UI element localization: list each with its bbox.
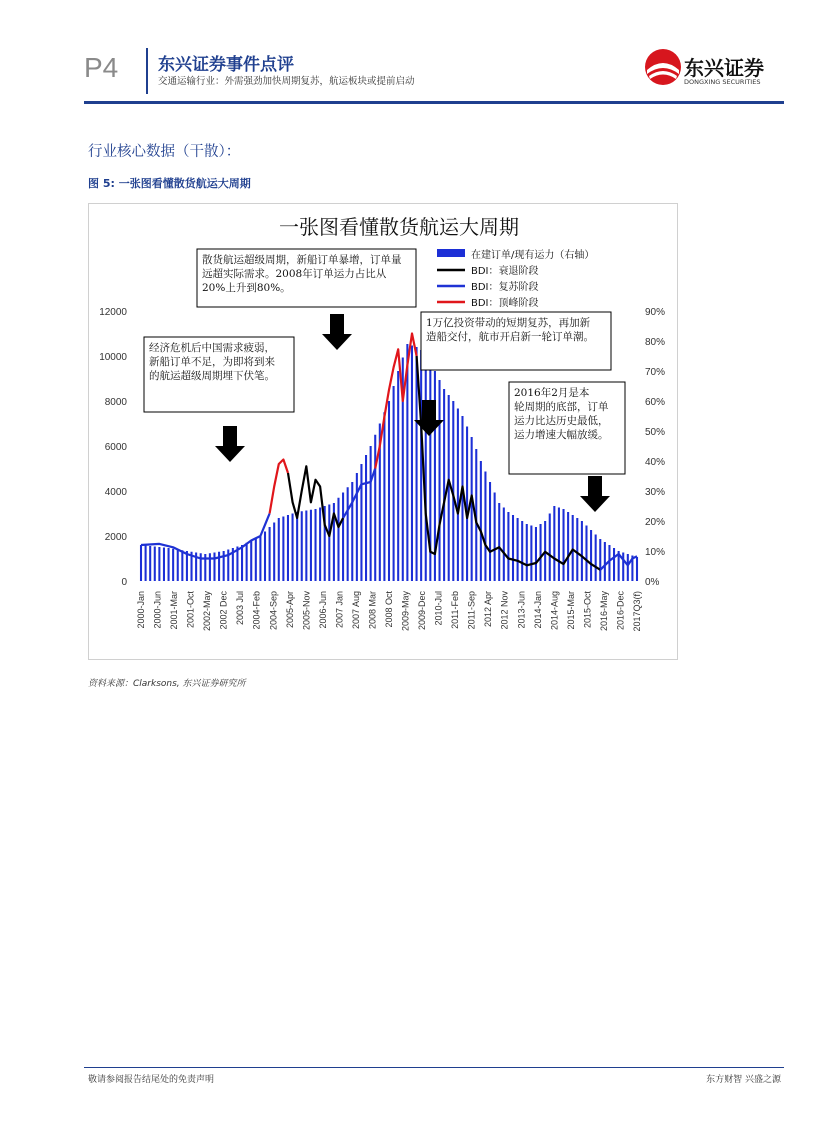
- orderbook-bar: [177, 550, 179, 582]
- orderbook-bar: [397, 371, 399, 581]
- orderbook-bar: [438, 380, 440, 581]
- orderbook-bar: [406, 344, 408, 581]
- orderbook-bar: [149, 546, 151, 581]
- y-right-tick-label: 60%: [645, 397, 666, 408]
- legend-label: BDI：衰退阶段: [471, 266, 539, 277]
- orderbook-bar: [590, 530, 592, 581]
- orderbook-bar: [553, 506, 555, 581]
- x-tick-label: 2007 Jan: [334, 591, 345, 629]
- y-right-tick-label: 30%: [645, 487, 666, 498]
- source-note: 资料来源：Clarksons, 东兴证券研究所: [88, 679, 246, 689]
- orderbook-bar: [158, 547, 160, 581]
- orderbook-bar: [535, 527, 537, 581]
- orderbook-bar: [181, 550, 183, 581]
- x-tick-label: 2001-Mar: [169, 591, 180, 630]
- x-tick-label: 2015-Mar: [565, 591, 576, 630]
- x-tick-label: 2016-Dec: [615, 591, 626, 631]
- y-left-tick-label: 10000: [99, 352, 127, 363]
- x-tick-label: 2014-Jan: [532, 591, 543, 629]
- legend-label: BDI：复苏阶段: [471, 282, 539, 293]
- orderbook-bar: [314, 509, 316, 581]
- chart-title: 一张图看懂散货航运大周期: [279, 215, 519, 239]
- orderbook-bar: [443, 389, 445, 581]
- orderbook-bar: [581, 521, 583, 581]
- orderbook-bar: [319, 508, 321, 582]
- bdi-line-peak: [375, 334, 416, 469]
- orderbook-bar: [540, 524, 542, 581]
- legend-label: 在建订单/现有运力（右轴）: [471, 250, 595, 261]
- page-number: P4: [84, 52, 119, 83]
- report-series-title: 东兴证券事件点评: [158, 55, 294, 75]
- y-right-tick-label: 0%: [645, 577, 660, 588]
- orderbook-bar: [636, 557, 638, 581]
- orderbook-bar: [241, 545, 243, 581]
- orderbook-bar: [250, 541, 252, 582]
- annotation-pre-cycle-text: 经济危机后中国需求疲弱，新船订单不足，为即将到来的航运超级周期埋下伏笔。: [149, 342, 275, 382]
- orderbook-bar: [287, 515, 289, 581]
- orderbook-bar: [572, 515, 574, 581]
- orderbook-bar: [549, 514, 551, 582]
- x-tick-label: 2014-Aug: [549, 591, 560, 631]
- orderbook-bar: [305, 511, 307, 582]
- y-right-tick-label: 80%: [645, 337, 666, 348]
- orderbook-bar: [301, 511, 303, 581]
- y-right-tick-label: 10%: [645, 547, 666, 558]
- orderbook-bar: [246, 543, 248, 581]
- orderbook-bar: [457, 409, 459, 582]
- x-tick-label: 2011-Feb: [450, 591, 461, 629]
- x-tick-label: 2002 Dec: [218, 591, 229, 630]
- orderbook-bar: [411, 346, 413, 582]
- y-right-tick-label: 40%: [645, 457, 666, 468]
- orderbook-bar: [420, 350, 422, 581]
- orderbook-bar: [213, 553, 215, 582]
- y-right-tick-label: 20%: [645, 517, 666, 528]
- orderbook-bar: [374, 435, 376, 581]
- x-tick-label: 2004-Sep: [268, 591, 279, 631]
- x-tick-label: 2008 Mar: [367, 591, 378, 630]
- x-tick-label: 2008 Oct: [384, 591, 394, 628]
- orderbook-bar: [347, 487, 349, 581]
- orderbook-bar: [255, 538, 257, 581]
- chart-frame: [88, 203, 678, 660]
- orderbook-bar: [530, 526, 532, 582]
- orderbook-bar: [558, 508, 560, 582]
- logo-text-cn: 东兴证券: [684, 56, 764, 80]
- orderbook-bar: [269, 527, 271, 581]
- orderbook-bar: [186, 551, 188, 581]
- y-left-tick-label: 2000: [104, 532, 127, 543]
- footer-disclaimer: 敬请参阅报告结尾处的免责声明: [88, 1075, 215, 1085]
- down-arrow-icon: [215, 426, 245, 462]
- company-logo: [644, 48, 780, 92]
- down-arrow-icon: [580, 476, 610, 512]
- orderbook-bar: [627, 554, 629, 581]
- legend-label: BDI：顶峰阶段: [471, 298, 539, 309]
- orderbook-bar: [370, 446, 372, 581]
- orderbook-bar: [562, 509, 564, 581]
- orderbook-bar: [264, 532, 266, 582]
- y-left-tick-label: 0: [121, 577, 127, 588]
- orderbook-bar: [296, 512, 298, 581]
- orderbook-bar: [388, 401, 390, 581]
- header-rule: [84, 101, 784, 104]
- x-tick-label: 2009-Dec: [417, 591, 428, 631]
- x-tick-label: 2012 Nov: [499, 591, 510, 630]
- x-tick-label: 2005-Apr: [284, 591, 295, 629]
- orderbook-bar: [521, 521, 523, 581]
- x-tick-label: 2009-May: [400, 591, 411, 632]
- x-tick-label: 2001-Oct: [185, 591, 196, 629]
- y-left-tick-label: 8000: [104, 397, 127, 408]
- orderbook-bar: [259, 536, 261, 581]
- x-tick-label: 2017Q3(f): [632, 591, 642, 632]
- orderbook-bar: [576, 518, 578, 581]
- footer-slogan: 东方财智 兴盛之源: [706, 1075, 781, 1085]
- x-tick-label: 2012 Apr: [483, 591, 494, 628]
- orderbook-bar: [526, 524, 528, 581]
- orderbook-bar: [383, 412, 385, 581]
- orderbook-bar: [595, 535, 597, 582]
- orderbook-bar: [145, 546, 147, 582]
- x-tick-label: 2013-Jun: [516, 591, 527, 629]
- y-left-tick-label: 12000: [99, 307, 127, 318]
- footer-rule: [84, 1067, 784, 1068]
- orderbook-bar: [425, 353, 427, 581]
- orderbook-bar: [168, 548, 170, 581]
- orderbook-bar: [484, 472, 486, 582]
- x-tick-label: 2006-Jun: [317, 591, 328, 629]
- annotation-super-cycle-text: 散货航运超级周期，新船订单暴增，订单量远超实际需求。2008年订单运力占比从 20%上升到80%。: [202, 254, 402, 294]
- orderbook-bar: [503, 508, 505, 582]
- report-subtitle: 交通运输行业：外需强劲加快周期复苏，航运板块或提前启动: [158, 76, 415, 87]
- orderbook-bar: [328, 505, 330, 582]
- header-divider: [146, 48, 148, 94]
- section-title: 行业核心数据（干散）：: [88, 144, 241, 160]
- orderbook-bar: [172, 549, 174, 581]
- orderbook-bar: [356, 473, 358, 581]
- orderbook-bar: [154, 547, 156, 582]
- orderbook-bar: [351, 482, 353, 581]
- orderbook-bar: [585, 526, 587, 582]
- x-tick-label: 2005-Nov: [301, 591, 312, 631]
- orderbook-bar: [236, 547, 238, 582]
- x-tick-label: 2004-Feb: [251, 591, 262, 630]
- orderbook-bar: [337, 498, 339, 581]
- orderbook-bar: [471, 437, 473, 581]
- x-tick-label: 2003 Jul: [235, 591, 246, 626]
- x-tick-label: 2000-Jun: [152, 591, 163, 629]
- bulk-shipping-cycle-chart: [89, 204, 677, 659]
- logo-text-en: DONGXING SECURITIES: [684, 78, 761, 86]
- orderbook-bar: [604, 542, 606, 581]
- orderbook-bar: [498, 503, 500, 581]
- orderbook-bar: [622, 553, 624, 582]
- orderbook-bar: [163, 548, 165, 582]
- legend-swatch-bar: [437, 249, 465, 257]
- y-right-tick-label: 50%: [645, 427, 666, 438]
- y-right-tick-label: 70%: [645, 367, 666, 378]
- orderbook-bar: [494, 493, 496, 582]
- orderbook-bar: [393, 386, 395, 581]
- logo-mark-icon: [644, 48, 682, 86]
- orderbook-bar: [466, 427, 468, 582]
- annotation-bottom-text: 2016年2月是本轮周期的底部，订单运力比达历史最低，运力增速大幅放缓。: [514, 387, 609, 441]
- bdi-line-peak: [270, 460, 288, 514]
- orderbook-bar: [567, 512, 569, 581]
- y-left-tick-label: 6000: [104, 442, 127, 453]
- orderbook-bar: [512, 515, 514, 581]
- orderbook-bar: [292, 514, 294, 582]
- orderbook-bar: [140, 545, 142, 581]
- x-tick-label: 2007 Aug: [350, 591, 361, 630]
- x-tick-label: 2002-May: [202, 591, 213, 632]
- down-arrow-icon: [322, 314, 352, 350]
- figure-caption: 图 5: 一张图看懂散货航运大周期: [88, 177, 251, 190]
- orderbook-bar: [613, 548, 615, 581]
- orderbook-bar: [278, 518, 280, 581]
- orderbook-bar: [360, 464, 362, 581]
- orderbook-bar: [273, 523, 275, 582]
- orderbook-bar: [310, 510, 312, 581]
- orderbook-bar: [507, 512, 509, 581]
- orderbook-bar: [480, 461, 482, 581]
- x-tick-label: 2000-Jan: [136, 591, 146, 629]
- x-tick-label: 2010-Jul: [433, 591, 444, 626]
- orderbook-bar: [282, 517, 284, 582]
- y-right-tick-label: 90%: [645, 307, 666, 318]
- orderbook-bar: [489, 482, 491, 581]
- orderbook-bar: [365, 455, 367, 581]
- annotation-stimulus-text: 1万亿投资带动的短期复苏，再加新造船交付，航市开启新一轮订单潮。: [426, 317, 594, 343]
- y-left-tick-label: 4000: [104, 487, 127, 498]
- x-tick-label: 2016-May: [598, 591, 609, 632]
- orderbook-bar: [342, 493, 344, 582]
- orderbook-bar: [599, 539, 601, 581]
- x-tick-label: 2015-Oct: [582, 591, 593, 629]
- x-tick-label: 2011-Sep: [466, 591, 477, 630]
- orderbook-bar: [517, 518, 519, 581]
